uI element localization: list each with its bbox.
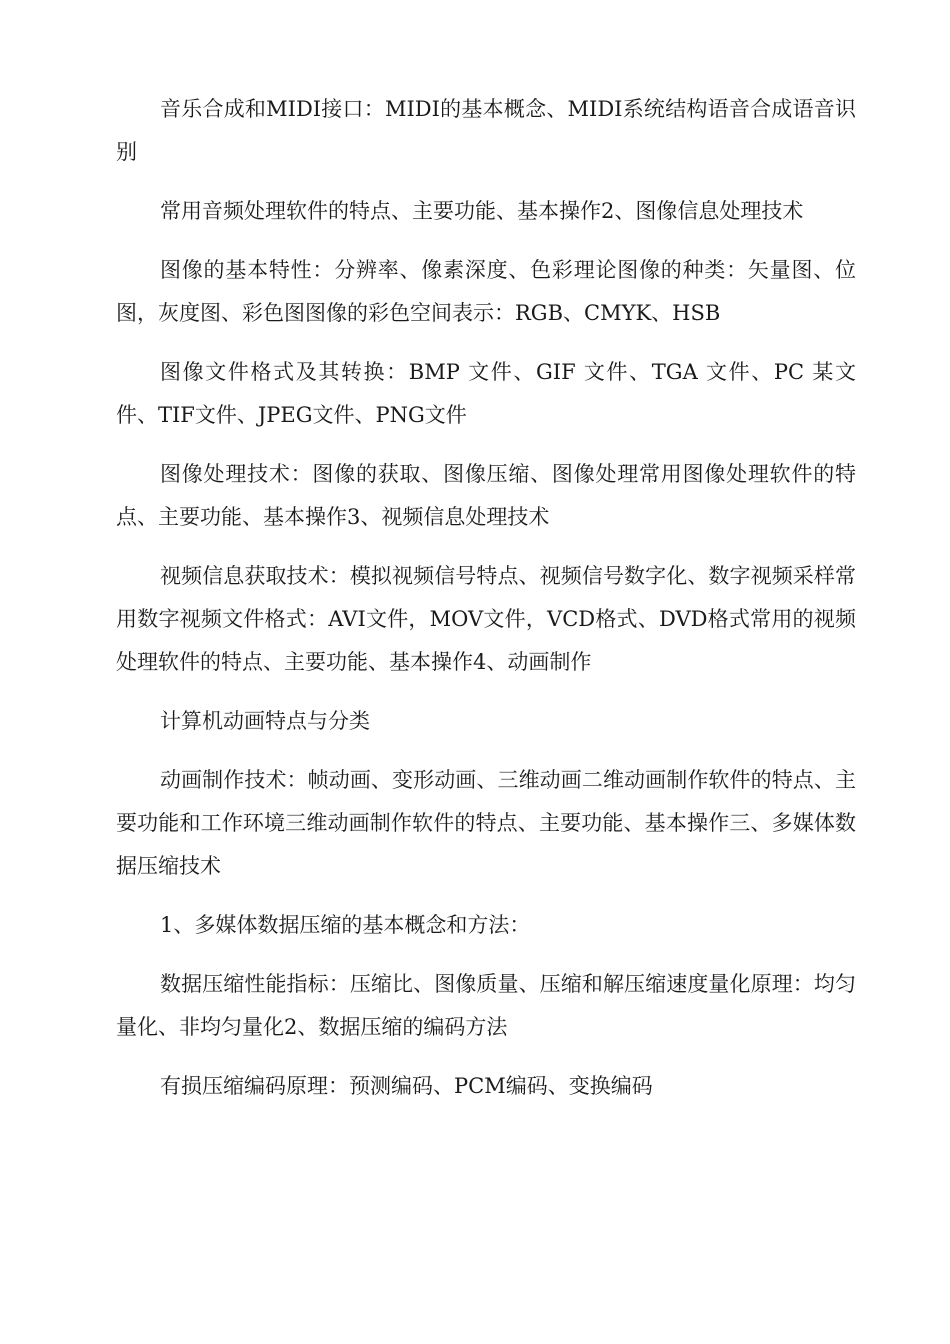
paragraph-image-formats: 图像文件格式及其转换：BMP 文件、GIF 文件、TGA 文件、PC 某文件、TIF文件、JPEG文件、PNG文件	[116, 360, 856, 427]
paragraph-image-processing: 图像处理技术：图像的获取、图像压缩、图像处理常用图像处理软件的特点、主要功能、基本操作3、视频信息处理技术	[116, 462, 856, 529]
paragraph-compression-concepts: 1、多媒体数据压缩的基本概念和方法：	[160, 913, 531, 937]
document-body	[116, 88, 856, 1124]
paragraph-animation-techniques: 动画制作技术：帧动画、变形动画、三维动画二维动画制作软件的特点、主要功能和工作环境三维动画制作软件的特点、主要功能、基本操作三、多媒体数据压缩技术	[116, 768, 856, 878]
paragraph-image-properties: 图像的基本特性：分辨率、像素深度、色彩理论图像的种类：矢量图、位图，灰度图、彩色图图像的彩色空间表示：RGB、CMYK、HSB	[116, 258, 856, 325]
paragraph-compression-metrics: 数据压缩性能指标：压缩比、图像质量、压缩和解压缩速度量化原理：均匀量化、非均匀量化2、数据压缩的编码方法	[116, 972, 856, 1039]
paragraph-audio-software: 常用音频处理软件的特点、主要功能、基本操作2、图像信息处理技术	[160, 199, 804, 223]
paragraph-lossy-coding: 有损压缩编码原理：预测编码、PCM编码、变换编码	[160, 1074, 653, 1098]
paragraph-video-acquisition: 视频信息获取技术：模拟视频信号特点、视频信号数字化、数字视频采样常用数字视频文件格式：AVI文件，MOV文件，VCD格式、DVD格式常用的视频处理软件的特点、主要功能、基本操作4、动画制作	[116, 564, 856, 674]
paragraph-midi: 音乐合成和MIDI接口：MIDI的基本概念、MIDI系统结构语音合成语音识别	[116, 97, 856, 164]
paragraph-animation-classification: 计算机动画特点与分类	[160, 709, 370, 733]
